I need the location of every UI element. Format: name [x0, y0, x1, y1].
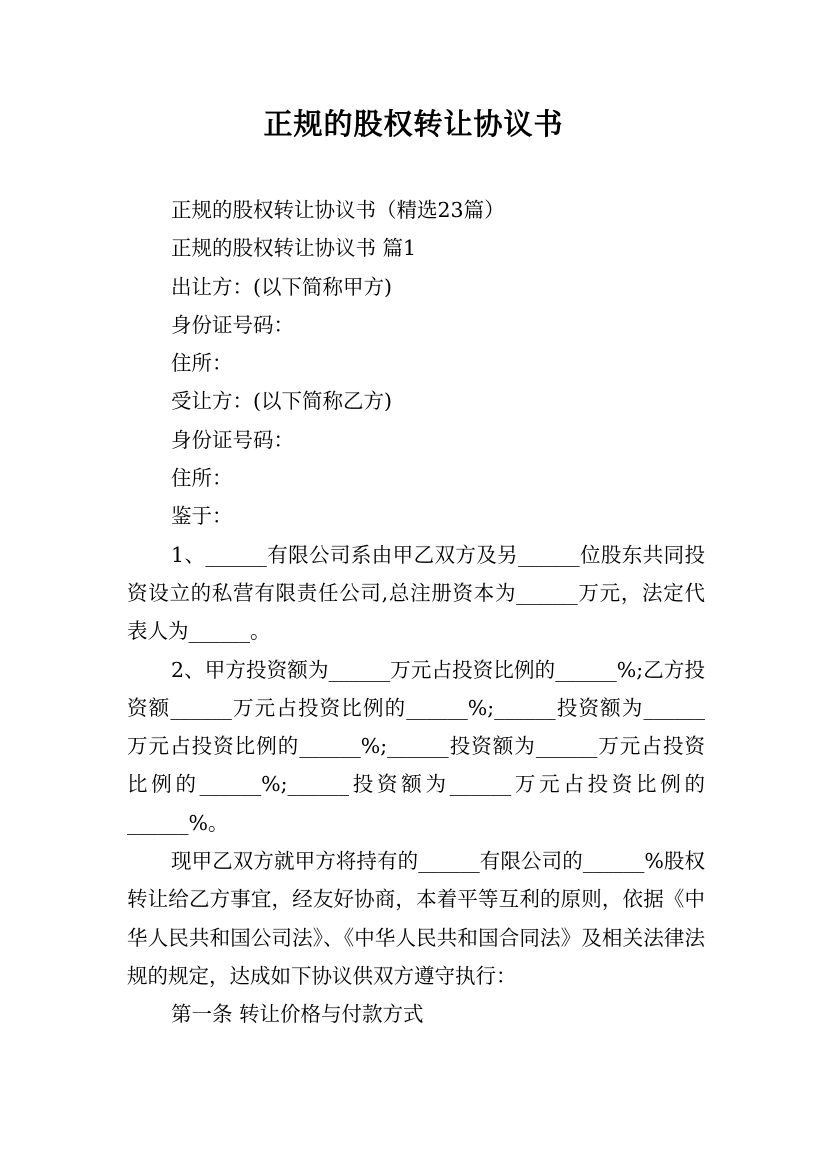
whereas-line: 鉴于： — [171, 504, 233, 529]
document-title: 正规的股权转让协议书 — [263, 107, 564, 141]
transferor-address-line: 住所： — [171, 351, 233, 376]
document-body — [127, 191, 705, 1034]
section-heading: 第一条 转让价格与付款方式 — [171, 1002, 424, 1027]
paragraph-company-info: 1、______有限公司系由甲乙双方及另______位股东共同投资设立的私营有限责任公司,总注册资本为______万元，法定代表人为______。 — [127, 542, 705, 644]
transferor-id-line: 身份证号码： — [171, 312, 294, 337]
subtitle-line: 正规的股权转让协议书（精选23篇） — [171, 198, 505, 222]
paragraph-agreement-basis: 现甲乙双方就甲方将持有的______有限公司的______%股权转让给乙方事宜，经友好协商，本着平等互利的原则，依据《中华人民共和国公司法》、《中华人民共和国合同法》及相关法律法规的规定，达成如下协议供双方遵守执行： — [127, 849, 705, 988]
transferee-line: 受让方：(以下简称乙方) — [171, 389, 392, 414]
transferor-line: 出让方：(以下简称甲方) — [171, 274, 392, 299]
transferee-address-line: 住所： — [171, 466, 233, 491]
transferee-id-line: 身份证号码： — [171, 427, 294, 452]
article-heading: 正规的股权转让协议书 篇1 — [171, 236, 417, 261]
paragraph-investment-ratio: 2、甲方投资额为______万元占投资比例的______%;乙方投资额______万元占投资比例的______%;______投资额为______万元占投资比例的______%;______投资额为______万元占投资比例的______%;______投资额为______万元占投资比例的______%。 — [127, 657, 705, 835]
